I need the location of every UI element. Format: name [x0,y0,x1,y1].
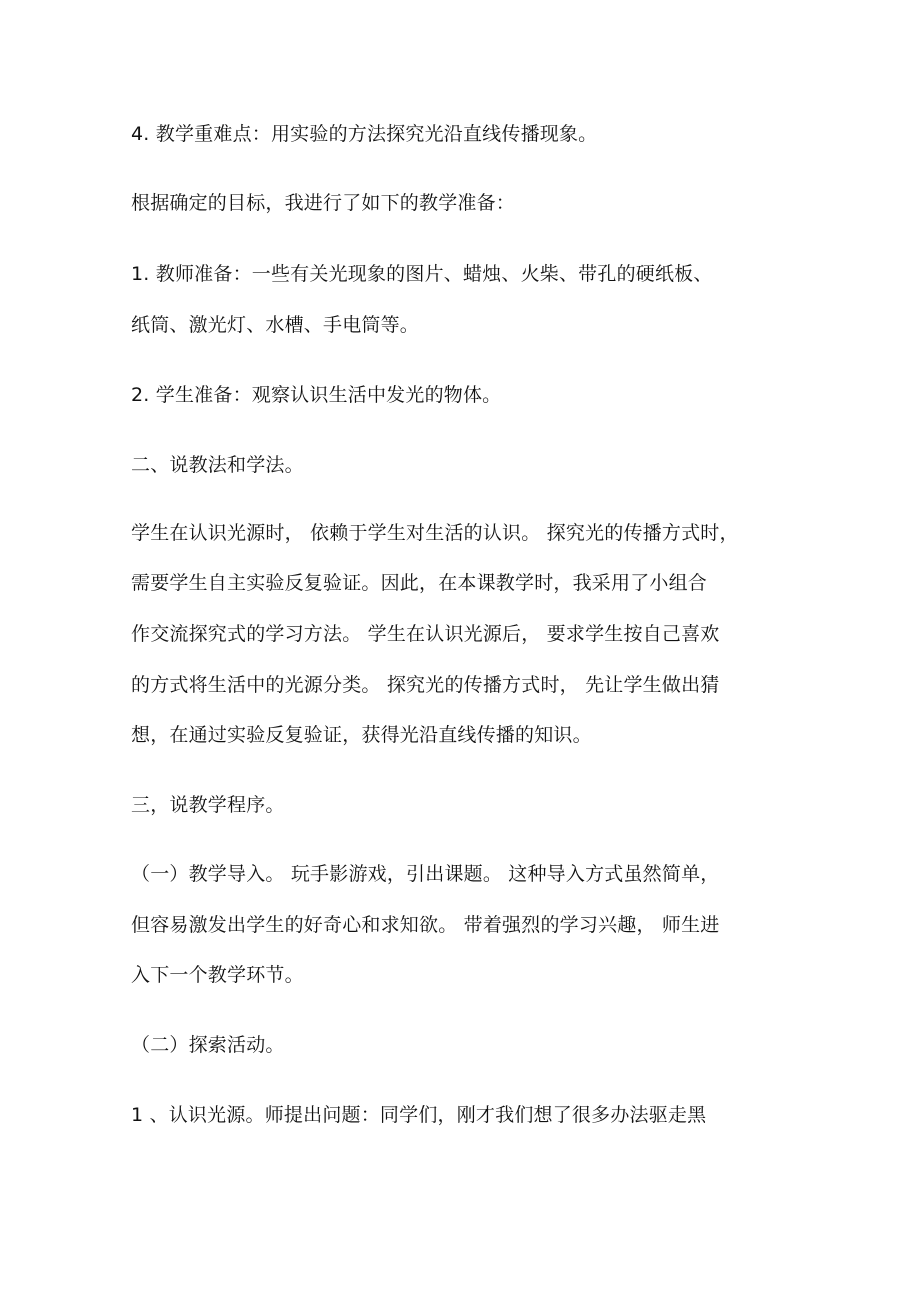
text-line-preparation-intro: 根据确定的目标，我进行了如下的教学准备： [131,192,516,214]
section-heading-methods: 二、说教法和学法。 [131,454,304,476]
subsection-heading-exploration: （二）探索活动。 [131,1034,285,1056]
text-line-methods-5: 想，在通过实验反复验证，获得光沿直线传播的知识。 [131,724,592,746]
text-line-teaching-focus: 4. 教学重难点：用实验的方法探究光沿直线传播现象。 [131,123,598,145]
text-line-teacher-prep: 1. 教师准备：一些有关光现象的图片、蜡烛、火柴、带孔的硬纸板、 [131,263,713,285]
text-line-intro-2: 但容易激发出学生的好奇心和求知欲。 带着强烈的学习兴趣， 师生进 [131,914,720,936]
text-line-intro-1: （一）教学导入。 玩手影游戏，引出课题。 这种导入方式虽然简单， [131,863,720,885]
text-line-methods-2: 需要学生自主实验反复验证。因此，在本课教学时，我采用了小组合 [131,572,708,594]
text-line-teacher-prep-cont: 纸筒、激光灯、水槽、手电筒等。 [131,314,420,336]
text-line-light-source: 1 、认识光源。师提出问题：同学们，刚才我们想了很多办法驱走黑 [131,1104,707,1126]
text-line-intro-3: 入下一个教学环节。 [131,964,304,986]
text-line-methods-1: 学生在认识光源时， 依赖于学生对生活的认识。 探究光的传播方式时， [131,522,739,544]
text-line-methods-4: 的方式将生活中的光源分类。 探究光的传播方式时， 先让学生做出猜 [131,674,720,696]
text-line-methods-3: 作交流探究式的学习方法。 学生在认识光源后， 要求学生按自己喜欢 [131,623,720,645]
text-line-student-prep: 2. 学生准备：观察认识生活中发光的物体。 [131,384,502,406]
section-heading-procedure: 三，说教学程序。 [131,794,285,816]
